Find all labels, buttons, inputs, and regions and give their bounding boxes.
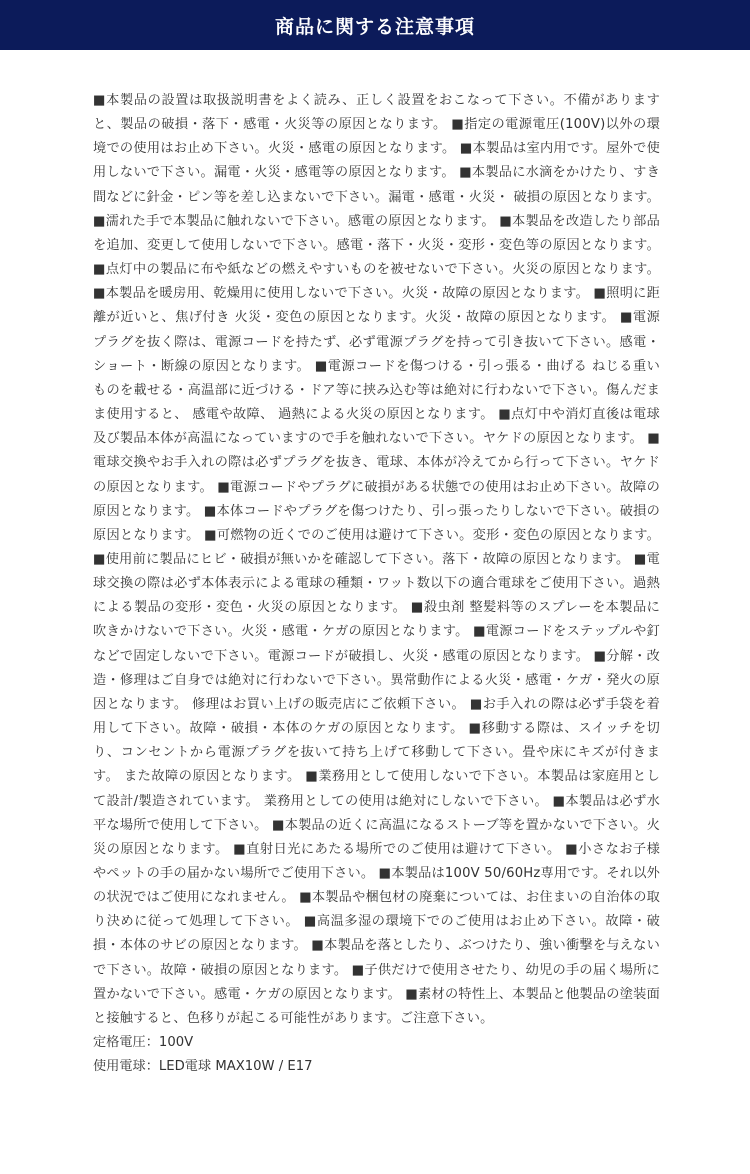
notice-content <box>0 50 750 1079</box>
header-bar <box>0 0 750 50</box>
rated-voltage-text: 定格電圧：100V <box>93 1035 194 1051</box>
page-title: 商品に関する注意事項 <box>274 15 475 38</box>
bulb-spec-text: 使用電球：LED電球 MAX10W / E17 <box>93 1059 313 1075</box>
notice-body-text: ■本製品の設置は取扱説明書をよく読み、正しく設置をおこなって下さい。不備がありますと、製品の破損・落下・感電・火災等の原因となります。 ■指定の電源電圧(100V)以外の環境での使用はお止め下さい。火災・感電の原因となります。 ■本製品は室内用です。屋外で使用しないで下さい。漏電・火災・感電等の原因となります。 ■本製品に水滴をかけたり、すき間などに針金・ピン等を差し込まないで下さい。漏電・感電・火災・ 破損の原因となります。 ■濡れた手で本製品に触れないで下さい。感電の原因となります。 ■本製品を改造したり部品を追加、変更して使用しないで下さい。感電・落下・火災・変形・変色等の原因となります。 ■点灯中の製品に布や紙などの燃えやすいものを被せないで下さい。火災の原因となります。 ■本製品を暖房用、乾燥用に使用しないで下さい。火災・故障の原因となります。 ■照明に距離が近いと、焦げ付き 火災・変色の原因となります。火災・故障の原因となります。 ■電源プラグを抜く際は、電源コードを持たず、必ず電源プラグを持って引き抜いて下さい。感電・ショート・断線の原因となります。 ■電源コードを傷つける・引っ張る・曲げる ねじる重いものを載せる・高温部に近づける・ドア等に挟み込む等は絶対に行わないで下さい。傷んだまま使用すると、 感電や故障、 過熱による火災の原因となります。 ■点灯中や消灯直後は電球及び製品本体が高温になっていますので手を触れないで下さい。ヤケドの原因となります。 ■電球交換やお手入れの際は必ずプラグを抜き、電球、本体が冷えてから行って下さい。ヤケドの原因となります。 ■電源コードやプラグに破損がある状態での使用はお止め下さい。故障の原因となります。 ■本体コードやプラグを傷つけたり、引っ張ったりしないで下さい。破損の原因となります。 ■可燃物の近くでのご使用は避けて下さい。変形・変色の原因となります。 ■使用前に製品にヒビ・破損が無いかを確認して下さい。落下・故障の原因となります。 ■電球交換の際は必ず本体表示による電球の種類・ワット数以下の適合電球をご使用下さい。過熱による製品の変形・変色・火災の原因となります。 ■殺虫剤 整髪料等のスプレーを本製品に吹きかけないで下さい。火災・感電・ケガの原因となります。 ■電源コードをステップルや釘などで固定しないで下さい。電源コードが破損し、火災・感電の原因となります。 ■分解・改造・修理はご自身では絶対に行わないで下さい。異常動作による火災・感電・ケガ・発火の原因となります。 修理はお買い上げの販売店にご依頼下さい。 ■お手入れの際は必ず手袋を着用して下さい。故障・破損・本体のケガの原因となります。 ■移動する際は、スイッチを切り、コンセントから電源プラグを抜いて持ち上げて移動して下さい。畳や床にキズが付きます。 また故障の原因となります。 ■業務用として使用しないで下さい。本製品は家庭用として設計/製造されています。 業務用としての使用は絶対にしないで下さい。 ■本製品は必ず水平な場所で使用して下さい。 ■本製品の近くに高温になるストーブ等を置かないで下さい。火災の原因となります。 ■直射日光にあたる場所でのご使用は避けて下さい。 ■小さなお子様やペットの手の届かない場所でご使用下さい。 ■本製品は100V 50/60Hz専用です。それ以外の状況ではご使用になれません。 ■本製品や梱包材の廃棄については、お住まいの自治体の取り決めに従って処理して下さい。 ■高温多湿の環境下でのご使用はお止め下さい。故障・破損・本体のサビの原因となります。 ■本製品を落としたり、ぶつけたり、強い衝撃を与えないで下さい。故障・破損の原因となります。 ■子供だけで使用させたり、幼児の手の届く場所に置かないで下さい。感電・ケガの原因となります。 ■素材の特性上、本製品と他製品の塗装面と接触すると、色移りが起こる可能性があります。ご注意下さい。 <box>93 93 660 1026</box>
